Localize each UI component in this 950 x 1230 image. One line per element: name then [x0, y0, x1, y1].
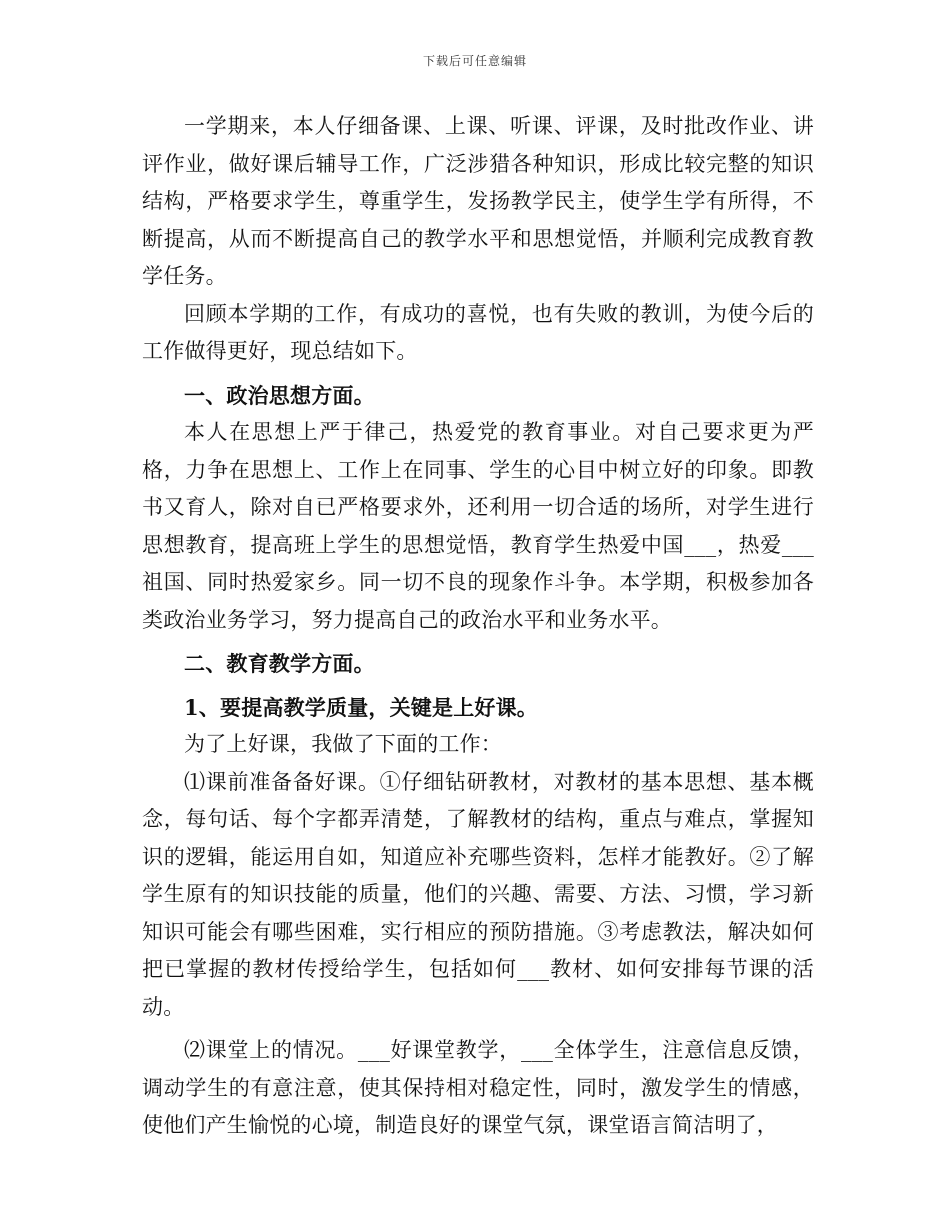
subheading-lesson-quality: 1、要提高教学质量，关键是上好课。: [184, 694, 539, 720]
page-header: 下载后可任意编辑: [422, 54, 527, 68]
paragraph-review: 回顾本学期的工作，有成功的喜悦，也有失败的教训，为使今后的工作做得更好，现总结如下。: [142, 301, 814, 363]
document-body: [142, 108, 814, 1145]
paragraph-intro: 一学期来，本人仔细备课、上课、听课、评课，及时批改作业、讲评作业，做好课后辅导工作，广泛涉猎各种知识，形成比较完整的知识结构，严格要求学生，尊重学生，发扬教学民主，使学生学有所得，不断提高，从而不断提高自己的教学水平和思想觉悟，并顺利完成教育教学任务。: [142, 114, 814, 288]
paragraph-lesson-intro: 为了上好课，我做了下面的工作：: [184, 732, 502, 756]
paragraph-politics: 本人在思想上严于律己，热爱党的教育事业。对自己要求更为严格，力争在思想上、工作上在同事、学生的心目中树立好的印象。即教书又育人，除对自已严格要求外，还利用一切合适的场所，对学生进行思想教育，提高班上学生的思想觉悟，教育学生热爱中国___，热爱___祖国、同时热爱家乡。同一切不良的现象作斗争。本学期，积极参加各类政治业务学习，努力提高自己的政治水平和业务水平。: [142, 420, 814, 632]
section-heading-teaching: 二、教育教学方面。: [184, 651, 375, 676]
paragraph-classroom: ⑵课堂上的情况。___好课堂教学，___全体学生，注意信息反馈，调动学生的有意注意，使其保持相对稳定性，同时，激发学生的情感，使他们产生愉悦的心境，制造良好的课堂气氛，课堂语言简洁明了，: [142, 1038, 814, 1137]
paragraph-preparation: ⑴课前准备备好课。①仔细钻研教材，对教材的基本思想、基本概念，每句话、每个字都弄清楚，了解教材的结构，重点与难点，掌握知识的逻辑，能运用自如，知道应补充哪些资料，怎样才能教好。②了解学生原有的知识技能的质量，他们的兴趣、需要、方法、习惯，学习新知识可能会有哪些困难，实行相应的预防措施。③考虑教法，解决如何把已掌握的教材传授给学生，包括如何___教材、如何安排每节课的活动。: [142, 769, 814, 1019]
section-heading-politics: 一、政治思想方面。: [184, 382, 375, 408]
